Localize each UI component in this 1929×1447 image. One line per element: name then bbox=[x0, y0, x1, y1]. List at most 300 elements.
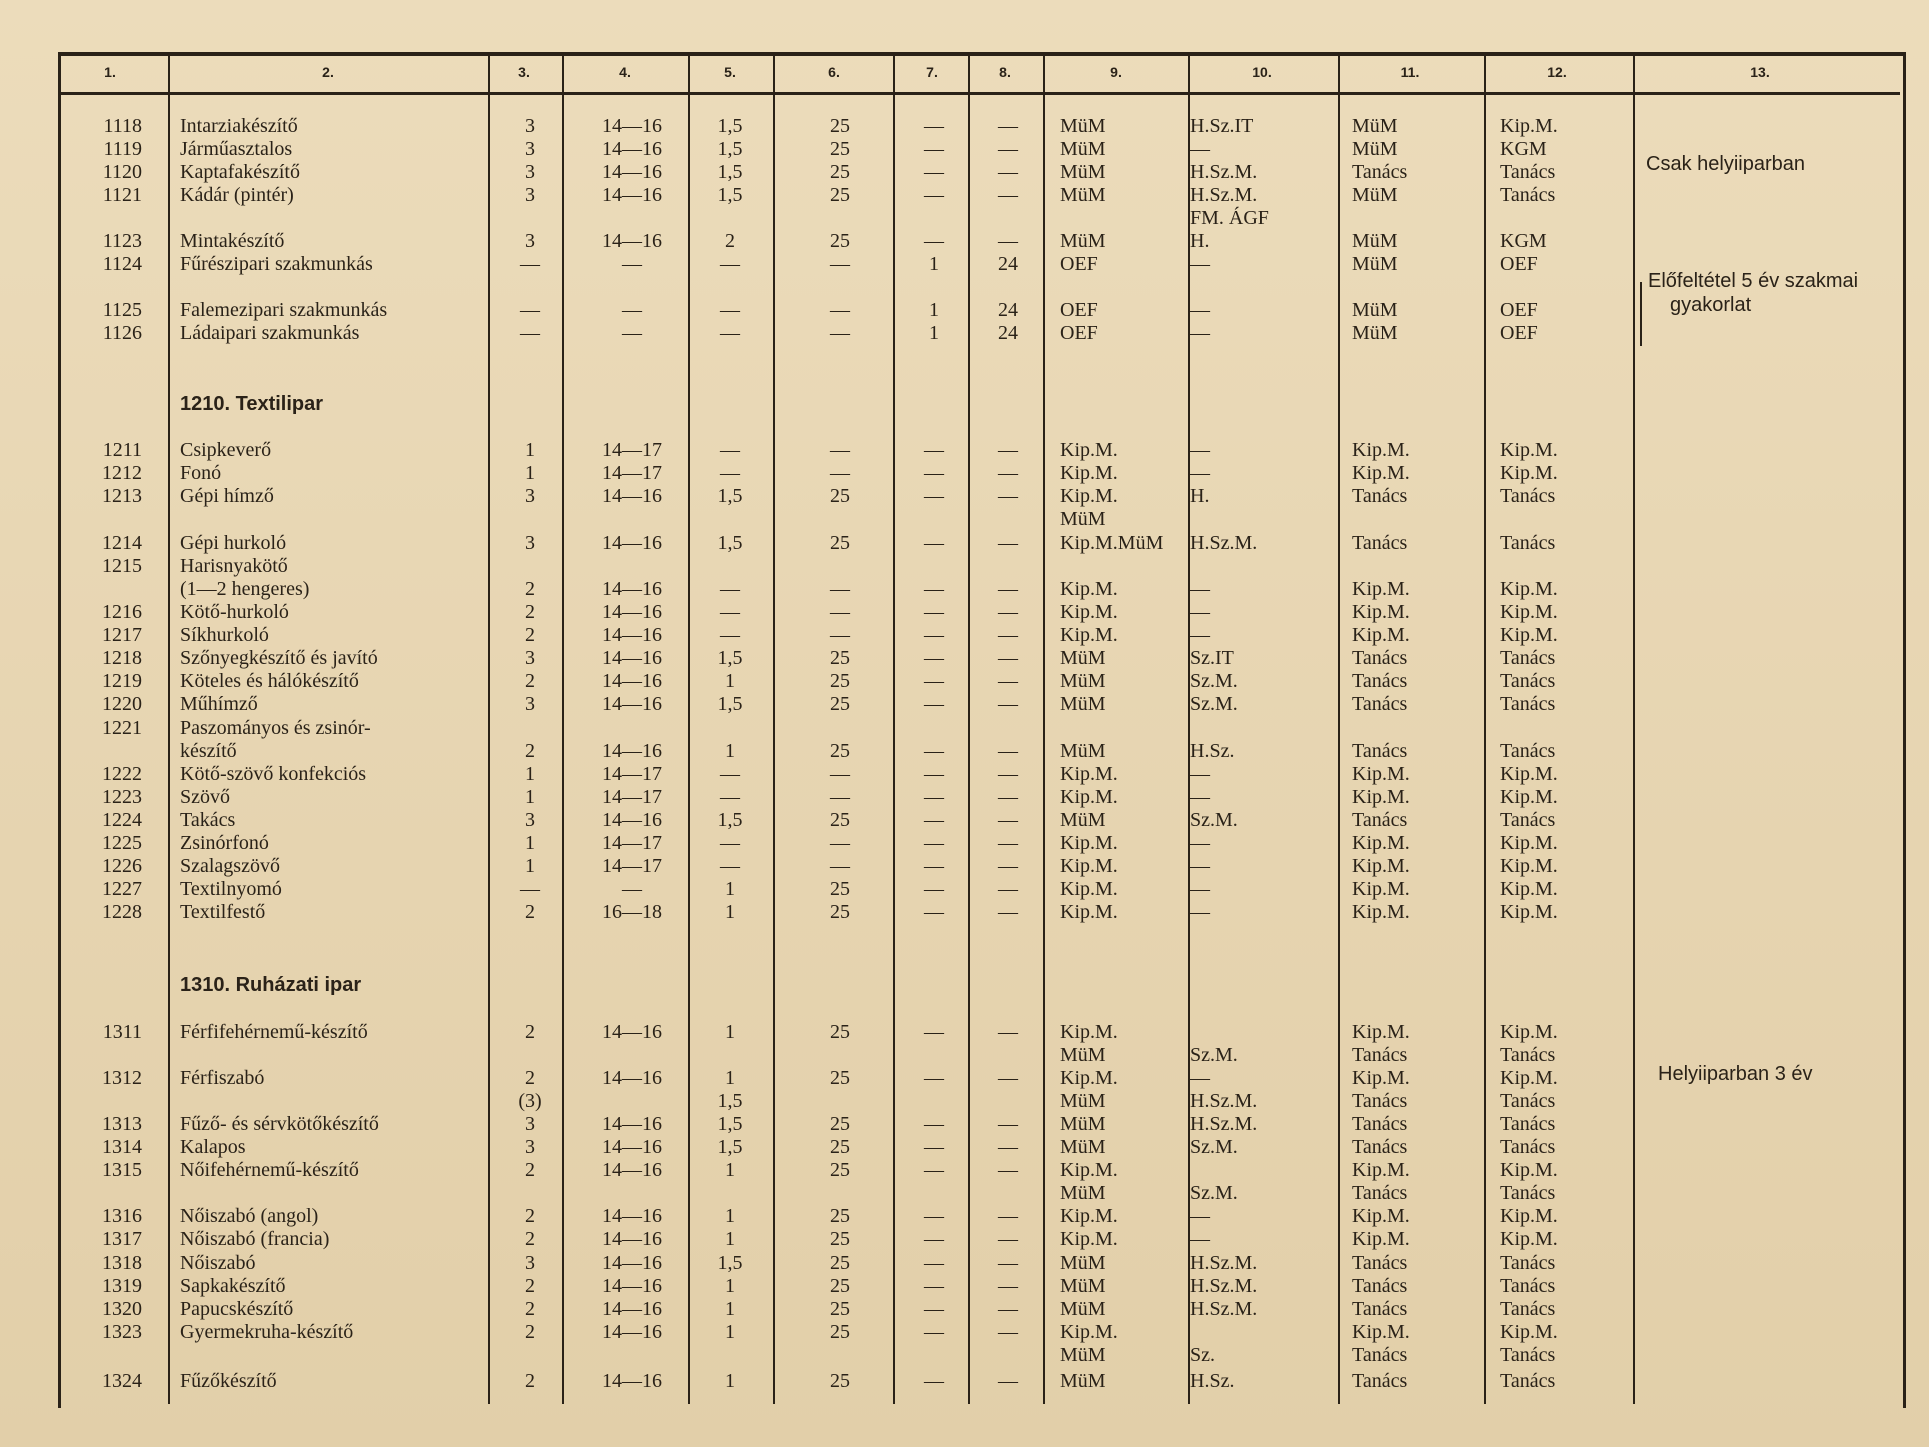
table-cell: 1 bbox=[525, 462, 535, 484]
table-cell: 1 bbox=[725, 740, 735, 762]
table-cell: — bbox=[830, 462, 850, 484]
table-cell: 14—16 bbox=[602, 1067, 662, 1089]
table-cell: 1126 bbox=[102, 322, 142, 344]
table-row bbox=[0, 1228, 1929, 1250]
table-cell: készítő bbox=[180, 740, 237, 762]
table-cell: 1226 bbox=[102, 855, 142, 877]
table-cell: 1121 bbox=[102, 184, 142, 206]
table-cell: MüM bbox=[1060, 230, 1106, 252]
table-cell: Kádár (pintér) bbox=[180, 184, 294, 206]
table-cell: MüM bbox=[1060, 693, 1106, 715]
table-cell: — bbox=[520, 253, 540, 275]
table-cell: 1123 bbox=[102, 230, 142, 252]
column-header: 7. bbox=[926, 64, 938, 80]
table-cell: OEF bbox=[1500, 253, 1538, 275]
table-cell: MüM bbox=[1060, 670, 1106, 692]
table-cell: — bbox=[720, 322, 740, 344]
table-cell: 25 bbox=[830, 1205, 850, 1227]
table-cell: Kip.M. bbox=[1500, 439, 1558, 461]
table-cell: 1 bbox=[725, 1370, 735, 1392]
table-row bbox=[0, 1252, 1929, 1274]
table-cell: 1,5 bbox=[717, 161, 743, 183]
table-row bbox=[0, 601, 1929, 623]
table-cell: Intarziakészítő bbox=[180, 115, 298, 137]
table-row bbox=[0, 253, 1929, 275]
table-cell: 1,5 bbox=[717, 532, 743, 554]
table-cell: — bbox=[720, 855, 740, 877]
table-cell: 2 bbox=[525, 1159, 535, 1181]
table-cell: Tanács bbox=[1352, 161, 1408, 183]
table-cell: Kip.M. bbox=[1352, 1228, 1410, 1250]
table-cell: — bbox=[998, 1136, 1018, 1158]
table-cell: 14—16 bbox=[602, 670, 662, 692]
table-row bbox=[0, 878, 1929, 900]
table-cell: Kip.M. bbox=[1060, 1159, 1118, 1181]
table-cell: Tanács bbox=[1352, 1136, 1408, 1158]
table-cell: 3 bbox=[525, 532, 535, 554]
table-cell: — bbox=[998, 462, 1018, 484]
table-cell: 1 bbox=[725, 1159, 735, 1181]
table-cell: H. bbox=[1190, 485, 1210, 507]
table-cell: — bbox=[520, 878, 540, 900]
table-cell: Kip.M. bbox=[1352, 439, 1410, 461]
table-cell: — bbox=[998, 855, 1018, 877]
remark-note: Előfeltétel 5 év szakmai bbox=[1648, 270, 1859, 292]
table-cell: Kip.M. bbox=[1500, 855, 1558, 877]
table-cell: — bbox=[924, 1252, 944, 1274]
table-cell: 16—18 bbox=[602, 901, 662, 923]
table-cell: 25 bbox=[830, 184, 850, 206]
table-cell: Kip.M. bbox=[1060, 855, 1118, 877]
table-cell: 14—16 bbox=[602, 138, 662, 160]
table-row bbox=[0, 809, 1929, 831]
table-cell: Kip.M. bbox=[1500, 1321, 1558, 1343]
table-cell: Tanács bbox=[1500, 1182, 1556, 1204]
table-cell: Tanács bbox=[1500, 1370, 1556, 1392]
table-cell: — bbox=[998, 439, 1018, 461]
table-cell: Kip.M. bbox=[1352, 462, 1410, 484]
table-cell: — bbox=[720, 253, 740, 275]
table-cell: MüM bbox=[1060, 1275, 1106, 1297]
table-cell: Kip.M. bbox=[1352, 1205, 1410, 1227]
table-cell: 25 bbox=[830, 1159, 850, 1181]
table-cell: Falemezipari szakmunkás bbox=[180, 299, 388, 321]
table-row bbox=[0, 717, 1929, 739]
column-header: 13. bbox=[1750, 64, 1770, 80]
column-header: 12. bbox=[1547, 64, 1567, 80]
table-cell: 14—16 bbox=[602, 1159, 662, 1181]
table-cell: — bbox=[830, 322, 850, 344]
table-cell: — bbox=[998, 184, 1018, 206]
table-cell: — bbox=[924, 1205, 944, 1227]
table-cell: 1,5 bbox=[717, 1252, 743, 1274]
table-cell: 1,5 bbox=[717, 138, 743, 160]
table-cell: 25 bbox=[830, 485, 850, 507]
table-cell: 1324 bbox=[102, 1370, 142, 1392]
table-cell: Harisnyakötő bbox=[180, 555, 288, 577]
table-cell: Járműasztalos bbox=[180, 138, 293, 160]
table-cell: Kip.M. bbox=[1060, 624, 1118, 646]
table-cell: — bbox=[924, 439, 944, 461]
table-cell: (3) bbox=[518, 1090, 542, 1112]
table-cell: OEF bbox=[1500, 299, 1538, 321]
table-cell: 1216 bbox=[102, 601, 142, 623]
table-cell: 25 bbox=[830, 1321, 850, 1343]
table-cell: — bbox=[998, 601, 1018, 623]
table-row bbox=[0, 740, 1929, 762]
section-heading-row bbox=[0, 393, 1929, 415]
table-cell: Kip.M. bbox=[1500, 462, 1558, 484]
table-cell: H.Sz.M. bbox=[1190, 532, 1258, 554]
table-cell: 14—16 bbox=[602, 1252, 662, 1274]
table-cell: 2 bbox=[525, 1370, 535, 1392]
table-cell: — bbox=[998, 878, 1018, 900]
table-cell: 1320 bbox=[102, 1298, 142, 1320]
table-row bbox=[0, 786, 1929, 808]
column-header: 6. bbox=[828, 64, 840, 80]
column-header: 11. bbox=[1400, 64, 1420, 80]
table-cell: Fonó bbox=[180, 462, 222, 484]
table-cell: 14—16 bbox=[602, 1136, 662, 1158]
table-cell: — bbox=[924, 878, 944, 900]
table-cell: 1319 bbox=[102, 1275, 142, 1297]
table-row bbox=[0, 832, 1929, 854]
table-row bbox=[0, 578, 1929, 600]
table-cell: 1212 bbox=[102, 462, 142, 484]
table-cell: Tanács bbox=[1500, 485, 1556, 507]
table-row bbox=[0, 508, 1929, 530]
table-cell: Kip.M. bbox=[1500, 578, 1558, 600]
table-cell: Kaptafakészítő bbox=[180, 161, 300, 183]
table-cell: — bbox=[924, 1113, 944, 1135]
table-cell: 3 bbox=[525, 485, 535, 507]
table-cell: — bbox=[830, 439, 850, 461]
table-cell: 1214 bbox=[102, 532, 142, 554]
table-row bbox=[0, 161, 1929, 183]
table-cell: 14—17 bbox=[602, 832, 662, 854]
table-cell: — bbox=[998, 578, 1018, 600]
table-cell: — bbox=[520, 322, 540, 344]
table-cell: Nőiszabó bbox=[180, 1252, 256, 1274]
table-cell: — bbox=[998, 832, 1018, 854]
table-cell: Kip.M. bbox=[1060, 578, 1118, 600]
table-cell: 2 bbox=[525, 624, 535, 646]
table-cell: MüM bbox=[1352, 115, 1398, 137]
table-cell: 14—17 bbox=[602, 855, 662, 877]
table-cell: OEF bbox=[1060, 299, 1098, 321]
table-cell: — bbox=[998, 115, 1018, 137]
table-row bbox=[0, 1298, 1929, 1320]
table-cell: — bbox=[520, 299, 540, 321]
table-row bbox=[0, 670, 1929, 692]
table-cell: Tanács bbox=[1500, 1344, 1556, 1366]
table-cell: — bbox=[924, 786, 944, 808]
table-cell: 14—16 bbox=[602, 1321, 662, 1343]
table-cell: Kip.M. bbox=[1352, 1159, 1410, 1181]
table-cell: 1 bbox=[725, 1321, 735, 1343]
table-cell: — bbox=[924, 532, 944, 554]
table-cell: Takács bbox=[180, 809, 236, 831]
table-cell: — bbox=[998, 624, 1018, 646]
table-cell: 14—16 bbox=[602, 740, 662, 762]
table-cell: — bbox=[998, 485, 1018, 507]
table-cell: — bbox=[924, 670, 944, 692]
table-cell: — bbox=[998, 1205, 1018, 1227]
table-cell: — bbox=[830, 253, 850, 275]
table-cell: 2 bbox=[525, 601, 535, 623]
table-cell: — bbox=[1190, 832, 1210, 854]
table-row bbox=[0, 1021, 1929, 1043]
table-cell: Köteles és hálókészítő bbox=[180, 670, 359, 692]
table-cell: — bbox=[924, 740, 944, 762]
table-cell: 25 bbox=[830, 1252, 850, 1274]
table-cell: 14—17 bbox=[602, 439, 662, 461]
table-cell: KGM bbox=[1500, 138, 1547, 160]
remark-note: Csak helyiiparban bbox=[1646, 153, 1805, 175]
table-cell: Tanács bbox=[1352, 740, 1408, 762]
table-cell: Kip.M. bbox=[1500, 901, 1558, 923]
table-cell: 14—16 bbox=[602, 184, 662, 206]
table-cell: 14—16 bbox=[602, 624, 662, 646]
table-cell: — bbox=[924, 1228, 944, 1250]
table-cell: Gyermekruha-készítő bbox=[180, 1321, 354, 1343]
table-cell: Kötő-szövő konfekciós bbox=[180, 763, 367, 785]
table-cell: 3 bbox=[525, 647, 535, 669]
table-cell: 1119 bbox=[103, 138, 142, 160]
table-cell: 1225 bbox=[102, 832, 142, 854]
table-cell: Kip.M. bbox=[1060, 439, 1118, 461]
table-cell: MüM bbox=[1060, 1370, 1106, 1392]
table-cell: 1310. Ruházati ipar bbox=[180, 974, 362, 996]
table-cell: — bbox=[1190, 624, 1210, 646]
table-cell: Kip.M. bbox=[1060, 1021, 1118, 1043]
table-cell: — bbox=[1190, 578, 1210, 600]
column-header: 1. bbox=[104, 64, 116, 80]
table-cell: MüM bbox=[1352, 322, 1398, 344]
table-cell: 3 bbox=[525, 693, 535, 715]
table-cell: Kip.M. bbox=[1352, 601, 1410, 623]
table-cell: — bbox=[998, 138, 1018, 160]
table-cell: Sz.M. bbox=[1190, 670, 1238, 692]
table-cell: Kip.M. bbox=[1352, 1321, 1410, 1343]
table-cell: — bbox=[622, 253, 642, 275]
table-cell: — bbox=[924, 485, 944, 507]
table-cell: 3 bbox=[525, 115, 535, 137]
table-cell: — bbox=[998, 786, 1018, 808]
table-cell: 1 bbox=[725, 1067, 735, 1089]
table-cell: 24 bbox=[998, 299, 1018, 321]
table-cell: — bbox=[924, 624, 944, 646]
table-cell: 14—16 bbox=[602, 230, 662, 252]
table-row bbox=[0, 462, 1929, 484]
table-cell: Kip.M. bbox=[1500, 1228, 1558, 1250]
table-cell: MüM bbox=[1352, 253, 1398, 275]
table-cell: — bbox=[924, 901, 944, 923]
table-cell: Ládaipari szakmunkás bbox=[180, 322, 360, 344]
table-cell: 14—16 bbox=[602, 1298, 662, 1320]
table-cell: — bbox=[924, 693, 944, 715]
table-cell: 14—16 bbox=[602, 693, 662, 715]
table-cell: 14—16 bbox=[602, 115, 662, 137]
table-cell: — bbox=[1190, 1228, 1210, 1250]
table-cell: Kip.M. bbox=[1060, 1228, 1118, 1250]
table-cell: Szalagszövő bbox=[180, 855, 280, 877]
table-cell: — bbox=[924, 230, 944, 252]
table-row bbox=[0, 1321, 1929, 1343]
table-cell: 2 bbox=[525, 740, 535, 762]
table-cell: 2 bbox=[525, 1275, 535, 1297]
table-cell: — bbox=[998, 763, 1018, 785]
table-cell: — bbox=[1190, 253, 1210, 275]
table-cell: Sz.M. bbox=[1190, 1182, 1238, 1204]
column-header: 5. bbox=[724, 64, 736, 80]
table-cell: 25 bbox=[830, 1275, 850, 1297]
table-cell: — bbox=[924, 855, 944, 877]
table-cell: — bbox=[998, 647, 1018, 669]
table-cell: 1211 bbox=[102, 439, 142, 461]
table-cell: — bbox=[830, 763, 850, 785]
table-cell: 2 bbox=[725, 230, 735, 252]
table-cell: Kip.M. bbox=[1060, 601, 1118, 623]
table-cell: 1222 bbox=[102, 763, 142, 785]
table-cell: — bbox=[1190, 763, 1210, 785]
table-cell: 2 bbox=[525, 901, 535, 923]
table-cell: 3 bbox=[525, 1113, 535, 1135]
table-cell: 14—16 bbox=[602, 1275, 662, 1297]
table-cell: 1213 bbox=[102, 485, 142, 507]
table-cell: MüM bbox=[1060, 115, 1106, 137]
table-cell: 1 bbox=[725, 1275, 735, 1297]
table-cell: — bbox=[998, 1021, 1018, 1043]
table-cell: 24 bbox=[998, 322, 1018, 344]
table-cell: 1 bbox=[929, 322, 939, 344]
table-cell: 3 bbox=[525, 161, 535, 183]
table-cell: 1 bbox=[525, 832, 535, 854]
table-cell: Tanács bbox=[1352, 1113, 1408, 1135]
table-cell: Kip.M. bbox=[1060, 1205, 1118, 1227]
table-cell: 3 bbox=[525, 809, 535, 831]
table-cell: MüM bbox=[1060, 809, 1106, 831]
table-cell: Tanács bbox=[1500, 670, 1556, 692]
table-cell: Kip.M. bbox=[1500, 1067, 1558, 1089]
table-cell: Kip.M. bbox=[1060, 901, 1118, 923]
table-row bbox=[0, 693, 1929, 715]
table-cell: 2 bbox=[525, 1228, 535, 1250]
table-cell: Tanács bbox=[1500, 184, 1556, 206]
table-cell: 1,5 bbox=[717, 485, 743, 507]
table-cell: — bbox=[1190, 901, 1210, 923]
table-cell: H.Sz. bbox=[1190, 1370, 1235, 1392]
table-cell: Tanács bbox=[1352, 485, 1408, 507]
table-cell: Tanács bbox=[1352, 693, 1408, 715]
table-cell: 14—16 bbox=[602, 161, 662, 183]
table-cell: 2 bbox=[525, 1205, 535, 1227]
table-cell: 1 bbox=[725, 1298, 735, 1320]
table-row bbox=[0, 115, 1929, 137]
table-cell: 24 bbox=[998, 253, 1018, 275]
table-cell: Műhímző bbox=[180, 693, 258, 715]
table-cell: 25 bbox=[830, 1021, 850, 1043]
table-row bbox=[0, 532, 1929, 554]
table-cell: 14—16 bbox=[602, 1370, 662, 1392]
table-cell: Sz.M. bbox=[1190, 809, 1238, 831]
table-cell: MüM bbox=[1060, 138, 1106, 160]
table-cell: 1,5 bbox=[717, 647, 743, 669]
table-cell: Fűzőkészítő bbox=[180, 1370, 277, 1392]
table-cell: MüM bbox=[1352, 138, 1398, 160]
table-cell: — bbox=[924, 647, 944, 669]
table-cell: — bbox=[720, 601, 740, 623]
remark-note: gyakorlat bbox=[1670, 294, 1752, 316]
table-cell: — bbox=[998, 230, 1018, 252]
table-cell: 1317 bbox=[102, 1228, 142, 1250]
table-cell: Kip.M. bbox=[1500, 1205, 1558, 1227]
table-cell: MüM bbox=[1060, 161, 1106, 183]
table-cell: 25 bbox=[830, 809, 850, 831]
table-row bbox=[0, 624, 1929, 646]
table-cell: Kip.M. bbox=[1060, 786, 1118, 808]
table-cell: — bbox=[622, 299, 642, 321]
table-cell: Kötő-hurkoló bbox=[180, 601, 289, 623]
table-cell: 3 bbox=[525, 138, 535, 160]
table-cell: Szőnyegkészítő és javító bbox=[180, 647, 378, 669]
table-cell: 25 bbox=[830, 1228, 850, 1250]
table-cell: 25 bbox=[830, 161, 850, 183]
table-cell: Sapkakészítő bbox=[180, 1275, 286, 1297]
table-cell: Tanács bbox=[1352, 1252, 1408, 1274]
table-cell: 1316 bbox=[102, 1205, 142, 1227]
table-cell: — bbox=[924, 184, 944, 206]
table-cell: H.Sz.M. bbox=[1190, 1298, 1258, 1320]
table-cell: — bbox=[924, 115, 944, 137]
table-cell: Kip.M. bbox=[1500, 763, 1558, 785]
table-cell: H.Sz.M. bbox=[1190, 1275, 1258, 1297]
table-cell: — bbox=[1190, 878, 1210, 900]
table-cell: Tanács bbox=[1500, 647, 1556, 669]
table-row bbox=[0, 1090, 1929, 1112]
table-cell: — bbox=[720, 299, 740, 321]
table-cell: — bbox=[998, 809, 1018, 831]
table-cell: Mintakészítő bbox=[180, 230, 285, 252]
table-cell: — bbox=[924, 1159, 944, 1181]
table-cell: 1 bbox=[525, 855, 535, 877]
table-cell: 3 bbox=[525, 230, 535, 252]
table-cell: — bbox=[924, 809, 944, 831]
table-cell: 25 bbox=[830, 670, 850, 692]
table-cell: H.Sz.M. bbox=[1190, 1090, 1258, 1112]
table-cell: 1218 bbox=[102, 647, 142, 669]
table-cell: Zsinórfonó bbox=[180, 832, 269, 854]
table-cell: 25 bbox=[830, 901, 850, 923]
table-cell: Fűrészipari szakmunkás bbox=[180, 253, 373, 275]
table-cell: MüM bbox=[1060, 1182, 1106, 1204]
table-cell: Kip.M. bbox=[1352, 763, 1410, 785]
table-row bbox=[0, 763, 1929, 785]
table-row bbox=[0, 901, 1929, 923]
table-cell: Kip.M. bbox=[1352, 901, 1410, 923]
table-cell: MüM bbox=[1060, 508, 1106, 530]
table-cell: Tanács bbox=[1352, 1182, 1408, 1204]
table-row bbox=[0, 1136, 1929, 1158]
table-cell: 25 bbox=[830, 115, 850, 137]
table-cell: — bbox=[830, 624, 850, 646]
table-cell: Kip.M. bbox=[1352, 832, 1410, 854]
table-cell: 1118 bbox=[103, 115, 142, 137]
table-cell: Kip.M. bbox=[1352, 578, 1410, 600]
table-cell: 2 bbox=[525, 578, 535, 600]
table-cell: — bbox=[720, 439, 740, 461]
table-row bbox=[0, 1113, 1929, 1135]
